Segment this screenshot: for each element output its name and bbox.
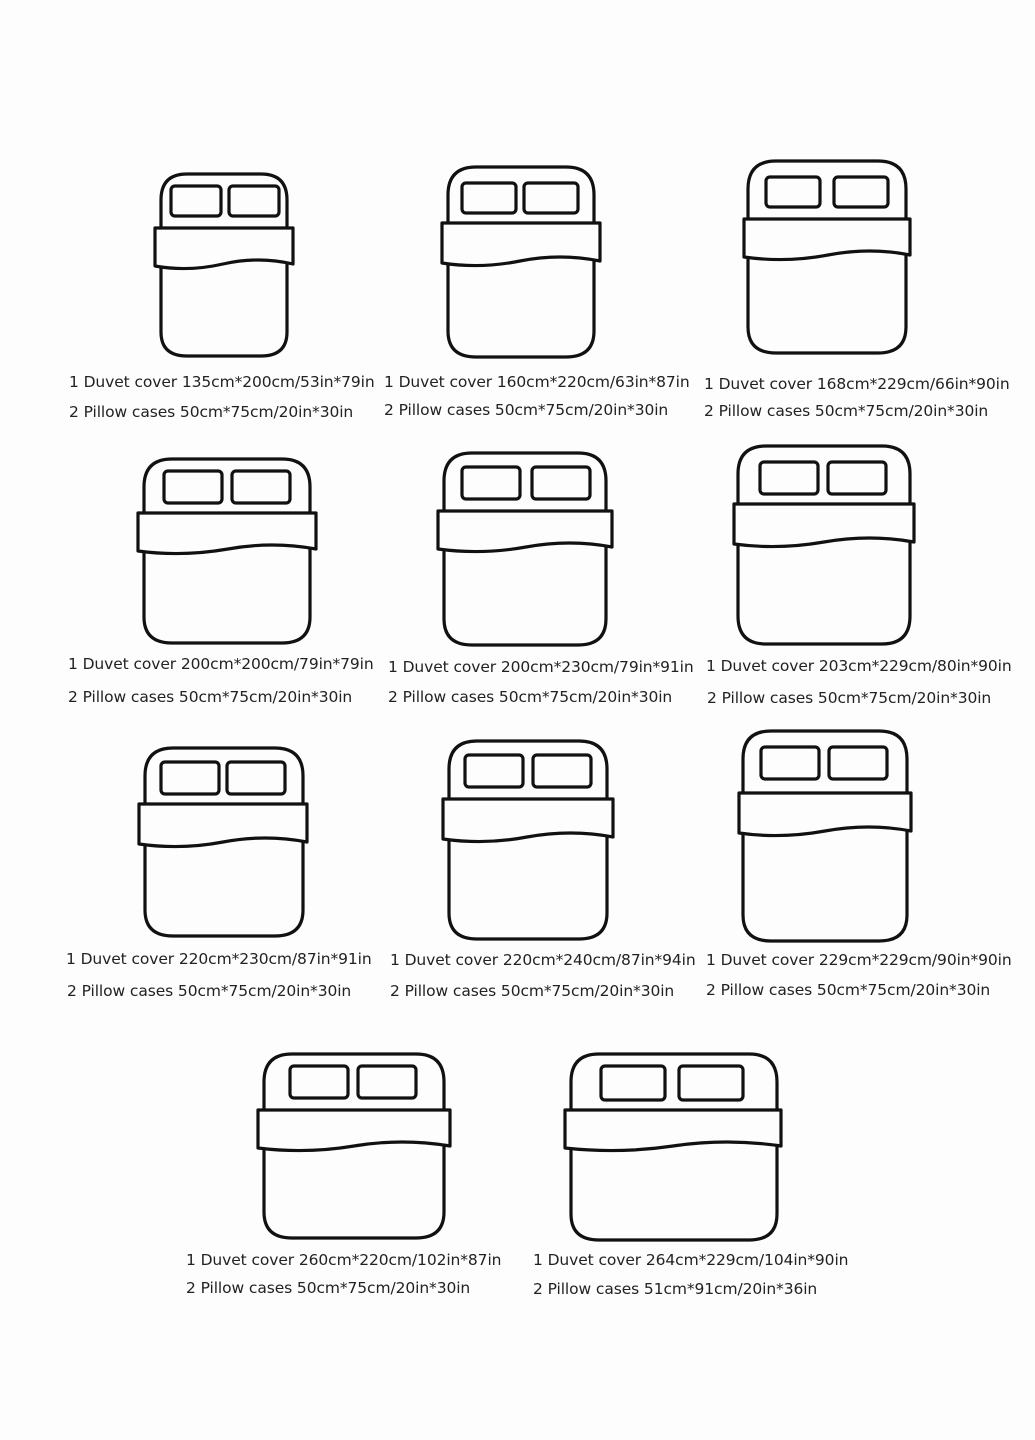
duvet-cover-label: 1 Duvet cover 203cm*229cm/80in*90in [706,657,1012,675]
pillow-cases-label: 2 Pillow cases 50cm*75cm/20in*30in [186,1279,471,1297]
duvet-cover-label: 1 Duvet cover 220cm*240cm/87in*94in [390,951,696,969]
bed-icon [563,1052,785,1244]
bed-icon [441,739,617,944]
pillow-cases-label: 2 Pillow cases 50cm*75cm/20in*30in [68,688,353,706]
bed-icon [737,729,915,945]
pillow-cases-label: 2 Pillow cases 50cm*75cm/20in*30in [388,688,673,706]
pillow-cases-label: 2 Pillow cases 50cm*75cm/20in*30in [706,981,991,999]
bed-icon [742,159,914,357]
pillow-cases-label: 2 Pillow cases 50cm*75cm/20in*30in [67,982,352,1000]
bed-icon [436,451,616,649]
pillow-cases-label: 2 Pillow cases 50cm*75cm/20in*30in [707,689,992,707]
bed-icon [732,444,918,648]
duvet-cover-label: 1 Duvet cover 200cm*200cm/79in*79in [68,655,374,673]
duvet-cover-label: 1 Duvet cover 168cm*229cm/66in*90in [704,375,1010,393]
duvet-cover-label: 1 Duvet cover 135cm*200cm/53in*79in [69,373,375,391]
pillow-cases-label: 2 Pillow cases 50cm*75cm/20in*30in [384,401,669,419]
bed-icon [153,172,297,360]
pillow-cases-label: 2 Pillow cases 50cm*75cm/20in*30in [704,402,989,420]
bed-icon [137,746,311,940]
duvet-cover-label: 1 Duvet cover 264cm*229cm/104in*90in [533,1251,849,1269]
pillow-cases-label: 2 Pillow cases 50cm*75cm/20in*30in [69,403,354,421]
bed-icon [256,1052,454,1242]
pillow-cases-label: 2 Pillow cases 51cm*91cm/20in*36in [533,1280,818,1298]
duvet-cover-label: 1 Duvet cover 220cm*230cm/87in*91in [66,950,372,968]
duvet-cover-label: 1 Duvet cover 160cm*220cm/63in*87in [384,373,690,391]
pillow-cases-label: 2 Pillow cases 50cm*75cm/20in*30in [390,982,675,1000]
bed-icon [136,457,320,647]
duvet-cover-label: 1 Duvet cover 260cm*220cm/102in*87in [186,1251,502,1269]
bed-icon [440,165,604,361]
duvet-cover-label: 1 Duvet cover 229cm*229cm/90in*90in [706,951,1012,969]
duvet-cover-label: 1 Duvet cover 200cm*230cm/79in*91in [388,658,694,676]
